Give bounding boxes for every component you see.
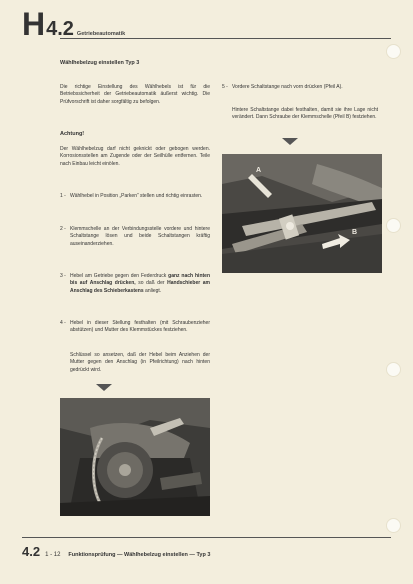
caution-text: Der Wählhebelzug darf nicht geknickt oder gebogen werden. Korrosionsstellen am Zugende oder der Seilhülle entfernen. Teile nach Einbau leicht einölen. — [60, 146, 210, 167]
step-5-text: Vordere Schaltstange nach vorn drücken (Pfeil A). — [232, 84, 343, 90]
step-3 — [60, 273, 210, 295]
intro-paragraph: Die richtige Einstellung des Wählhebels ist für die Betriebssicherheit der Getriebeautomatik äußerst wichtig. Die Prüfvorschrift ist daher sorgfältig zu befolgen. — [60, 84, 210, 105]
step-3-text-e: anliegt. — [145, 287, 162, 294]
step-5-note: Hintere Schaltstange dabei festhalten, damit sie ihre Lage nicht verändert. Dann Schraube der Klemmschelle (Pfeil B) festziehen. — [232, 107, 378, 121]
step-3-text-d: Handschieber am Anschlag des Schieberkastens — [70, 280, 211, 294]
header-section: 4.2 — [46, 18, 74, 40]
punch-hole-upper — [386, 218, 401, 233]
footer-rule — [22, 537, 391, 538]
header-subtitle: Getriebeautomatik — [76, 31, 126, 37]
step-1 — [60, 193, 210, 200]
section-heading: Wählhebelzug einstellen Typ 3 — [60, 60, 140, 66]
photo-shift-rod-clamp — [222, 154, 382, 273]
step-1-number: 1 - — [60, 193, 66, 199]
step-4 — [60, 320, 210, 335]
step-5-number: 5 - — [222, 84, 228, 90]
step-4-note: Schlüssel so ansetzen, daß der Hebel beim Anziehen der Mutter gegen den Anschlag (in Pfeilrichtung) nach hinten gedrückt wird. — [70, 352, 210, 373]
step-5 — [222, 84, 378, 91]
footer — [22, 544, 210, 559]
down-arrow-icon — [96, 384, 112, 391]
step-3-text-c: so daß der — [138, 280, 165, 287]
photo-label-b: B — [352, 229, 358, 236]
footer-section: 4.2 — [22, 544, 41, 559]
caution-title: Achtung! — [60, 131, 85, 137]
step-2-text: Klemmschelle an der Verbindungsstelle vordere und hintere Schaltstange lösen und beide Schaltstangen kräftig auseinanderziehen. — [70, 226, 210, 247]
punch-hole-top — [386, 44, 401, 59]
step-3-text — [70, 273, 210, 295]
punch-hole-bottom — [386, 518, 401, 533]
punch-hole-lower — [386, 362, 401, 377]
down-arrow-icon — [282, 138, 298, 145]
footer-page-number: 1 - 12 — [45, 552, 61, 558]
header-letter: H — [22, 6, 45, 42]
step-3-number: 3 - — [60, 273, 66, 279]
photo-label-a: A — [256, 167, 262, 174]
header-rule — [60, 38, 391, 39]
step-4-text: Hebel in dieser Stellung festhalten (mit Schraubenzieher abstützen) und Mutter des Klemmstückes festziehen. — [70, 320, 210, 334]
step-1-text: Wählhebel in Position „Parken“ stellen und richtig einrasten. — [70, 193, 203, 199]
step-2-number: 2 - — [60, 226, 66, 232]
step-2 — [60, 226, 210, 248]
footer-title: Funktionsprüfung — Wählhebelzug einstellen — Typ 3 — [68, 552, 211, 558]
step-4-number: 4 - — [60, 320, 66, 326]
step-3-text-a: Hebel am Getriebe gegen den Federdruck — [70, 273, 167, 279]
step-3-text-b: ganz nach hinten bis auf Anschlag drücken, — [70, 273, 210, 287]
photo-transmission-lever — [60, 398, 210, 516]
header — [22, 8, 125, 41]
